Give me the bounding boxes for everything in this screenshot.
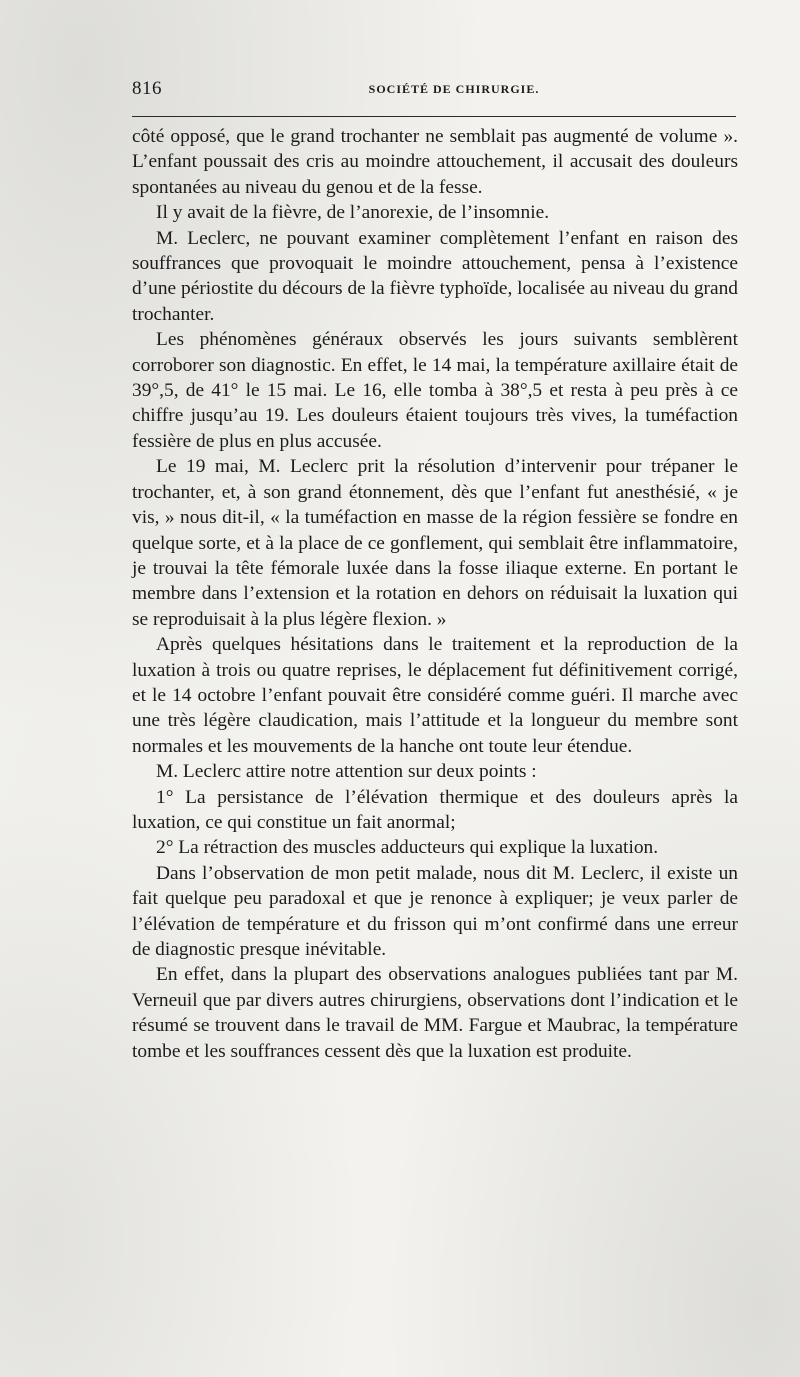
page-header	[132, 78, 736, 102]
paragraph: Les phénomènes généraux observés les jours suivants semblèrent corroborer son diagnostic. En effet, le 14 mai, la température axillaire était de 39°,5, de 41° le 15 mai. Le 16, elle tomba à 38°,5 et resta à peu près à ce chiffre jusqu’au 19. Les douleurs étaient toujours très vives, la tuméfaction fessière de plus en plus accusée.	[132, 329, 738, 452]
paragraph: 2° La rétraction des muscles adducteurs qui explique la luxation.	[156, 837, 659, 859]
paragraph: Le 19 mai, M. Leclerc prit la résolution d’intervenir pour trépaner le trochanter, et, à son grand étonnement, dès que l’enfant fut anesthésié, « je vis, » nous dit-il, « la tuméfaction en masse de la région fessière se fondre en quelque sorte, et à la place de ce gonflement, qui semblait être inflammatoire, je trouvai la tête fémorale luxée dans la fosse iliaque externe. En portant le membre dans l’extension et la rotation en dehors on réduisait la luxation qui se reproduisait à la plus légère flexion. »	[132, 456, 738, 630]
page-number: 816	[132, 78, 162, 99]
paragraph: Après quelques hésitations dans le traitement et la reproduction de la luxation à trois ou quatre reprises, le déplacement fut définitivement corrigé, et le 14 octobre l’enfant pouvait être considéré comme guéri. Il marche avec une très légère claudication, mais l’attitude et la longueur du membre sont normales et les mouvements de la hanche ont toute leur étendue.	[132, 634, 738, 757]
header-rule	[132, 116, 736, 117]
paragraph: M. Leclerc attire notre attention sur deux points :	[156, 761, 537, 783]
body-text	[132, 124, 738, 1064]
paragraph: En effet, dans la plupart des observations analogues publiées tant par M. Verneuil que par divers autres chirurgiens, observations dont l’indication et le résumé se trouvent dans le travail de MM. Fargue et Maubrac, la température tombe et les souffrances cessent dès que la luxation est produite.	[132, 964, 738, 1062]
paragraph: Il y avait de la fièvre, de l’anorexie, de l’insomnie.	[156, 202, 550, 224]
paragraph: côté opposé, que le grand trochanter ne semblait pas augmenté de volume ». L’enfant poussait des cris au moindre attouchement, il accusait des douleurs spontanées au niveau du genou et de la fesse.	[132, 126, 738, 198]
paragraph: Dans l’observation de mon petit malade, nous dit M. Leclerc, il existe un fait quelque peu paradoxal et que je renonce à expliquer; je veux parler de l’élévation de température et du frisson qui m’ont confirmé dans une erreur de diagnostic presque inévitable.	[132, 862, 738, 960]
paragraph: M. Leclerc, ne pouvant examiner complètement l’enfant en raison des souffrances que provoquait le moindre attouchement, pensa à l’existence d’une périostite du décours de la fièvre typhoïde, localisée au niveau du grand trochanter.	[132, 227, 738, 325]
paragraph: 1° La persistance de l’élévation thermique et des douleurs après la luxation, ce qui constitue un fait anormal;	[132, 786, 738, 833]
running-head: SOCIÉTÉ DE CHIRURGIE.	[368, 82, 540, 96]
